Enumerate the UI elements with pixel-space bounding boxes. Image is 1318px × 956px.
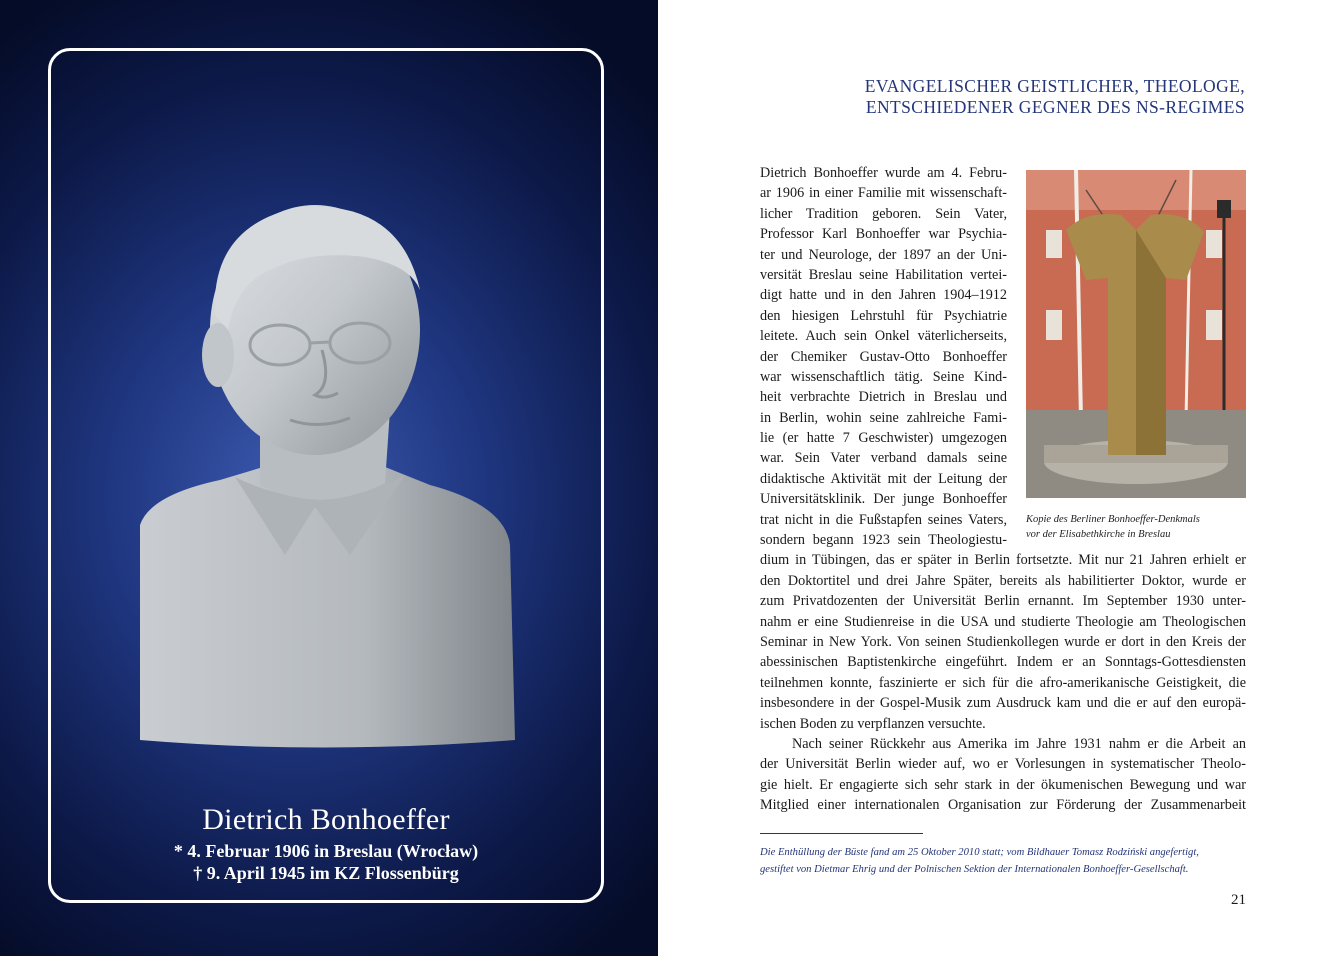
- photo-caption-line: vor der Elisabethkirche in Breslau: [1026, 529, 1171, 540]
- death-line: † 9. April 1945 im KZ Flossenbürg: [193, 863, 459, 883]
- text-line: Seminar in New York. Von seinen Studienkollegen wurde er dort in den Kreis der: [760, 633, 1246, 650]
- text-line: licher Tradition geboren. Sein Vater,: [760, 205, 1007, 222]
- footnote-line: Die Enthüllung der Büste fand am 25 Oktober 2010 statt; vom Bildhauer Tomasz Rodziński angefertigt,: [760, 847, 1199, 858]
- text-line: sondern begann 1923 sein Theologiestu-: [760, 532, 1007, 549]
- heading-line: EVANGELISCHER GEISTLICHER, THEOLOGE,: [864, 76, 1245, 96]
- text-line: Professor Karl Bonhoeffer war Psychia-: [760, 226, 1007, 243]
- text-line: in Berlin, wohin seine zahlreiche Fami-: [760, 409, 1007, 426]
- text-line: dium in Tübingen, das er später in Berlin fortsetzte. Mit nur 21 Jahren erhielt er: [760, 552, 1246, 569]
- text-line: der Chemiker Gustav-Otto Bonhoeffer: [760, 348, 1007, 365]
- heading-line: ENTSCHIEDENER GEGNER DES NS-REGIMES: [865, 97, 1245, 117]
- text-line: den hiesigen Lehrstuhl für Psychiatrie: [760, 307, 1007, 324]
- text-line: versität Breslau seine Habilitation vertei-: [760, 266, 1007, 283]
- text-line: Mitglied einer internationalen Organisation zur Förderung der Zusammenarbeit: [760, 797, 1246, 814]
- right-page: [658, 0, 1318, 956]
- text-line: digt hatte und in den Jahren 1904–1912: [760, 287, 1007, 304]
- bust-ear: [202, 323, 234, 387]
- left-page: [0, 0, 658, 956]
- text-line: trat nicht in die Fußstapfen seines Vaters,: [760, 511, 1007, 528]
- text-line: zum Privatdozenten der Universität Berlin ernannt. Im September 1930 unter-: [760, 593, 1246, 610]
- chapter-heading: [865, 76, 1245, 118]
- bust-image: [110, 195, 530, 760]
- photo-caption-line: Kopie des Berliner Bonhoeffer-Denkmals: [1026, 514, 1200, 525]
- text-line: ischen Boden zu verpflanzen versuchte.: [760, 715, 986, 732]
- bust-caption: [48, 800, 604, 884]
- text-line: insbesondere in der Gospel-Musik zum Ausdruck kam und die er auf den europä-: [760, 695, 1246, 712]
- text-line: gie hielt. Er engagierte sich sehr stark in der ökumenischen Bewegung und war: [760, 776, 1246, 793]
- text-line: war. Sein Vater verband damals seine: [760, 450, 1007, 467]
- text-line: der Universität Berlin wieder auf, wo er Vorlesungen in systematischer Theolo-: [760, 756, 1246, 773]
- body-text: [760, 163, 1246, 816]
- text-line: leitete. Auch sein Onkel väterlicherseits,: [760, 328, 1007, 345]
- page-number: 21: [1231, 892, 1246, 908]
- text-line: den Doktortitel und drei Jahre Später, bereits als habilitierter Doktor, wurde er: [760, 572, 1246, 589]
- text-line: nahm er eine Studienreise in die USA und studierte Theologie am Theologischen: [760, 613, 1246, 630]
- text-line: war wissenschaftlich tätig. Seine Kind-: [760, 368, 1007, 385]
- footnote-rule: [760, 833, 923, 834]
- text-line: teilnehmen konnte, faszinierte er sich für die afro-amerikanische Geistigkeit, die: [760, 674, 1246, 691]
- text-line: lie (er hatte 7 Geschwister) umgezogen: [760, 430, 1007, 447]
- text-line: didaktische Aktivität mit der Leitung der: [760, 470, 1007, 487]
- text-line: Nach seiner Rückkehr aus Amerika im Jahre 1931 nahm er die Arbeit an: [792, 735, 1246, 752]
- birth-line: * 4. Februar 1906 in Breslau (Wrocław): [173, 841, 479, 861]
- text-line: Universitätsklinik. Der junge Bonhoeffer: [760, 491, 1007, 508]
- text-line: heit verbrachte Dietrich in Breslau und: [760, 389, 1007, 406]
- text-line: abessinischen Baptistenkirche eingeführt. Indem er an Sonntags-Gottesdiensten: [760, 654, 1246, 671]
- text-line: ter und Neurologe, der 1897 an der Uni-: [760, 246, 1007, 263]
- person-name: Dietrich Bonhoeffer: [202, 803, 450, 836]
- text-line: ar 1906 in einer Familie mit wissenschaft-: [760, 185, 1007, 202]
- text-line: Dietrich Bonhoeffer wurde am 4. Febru-: [760, 165, 1007, 181]
- footnote-line: gestiftet von Dietmar Ehrig und der Polnischen Sektion der Internationalen Bonhoeffer-Gesellschaft.: [760, 863, 1189, 875]
- footnote: [760, 845, 1246, 878]
